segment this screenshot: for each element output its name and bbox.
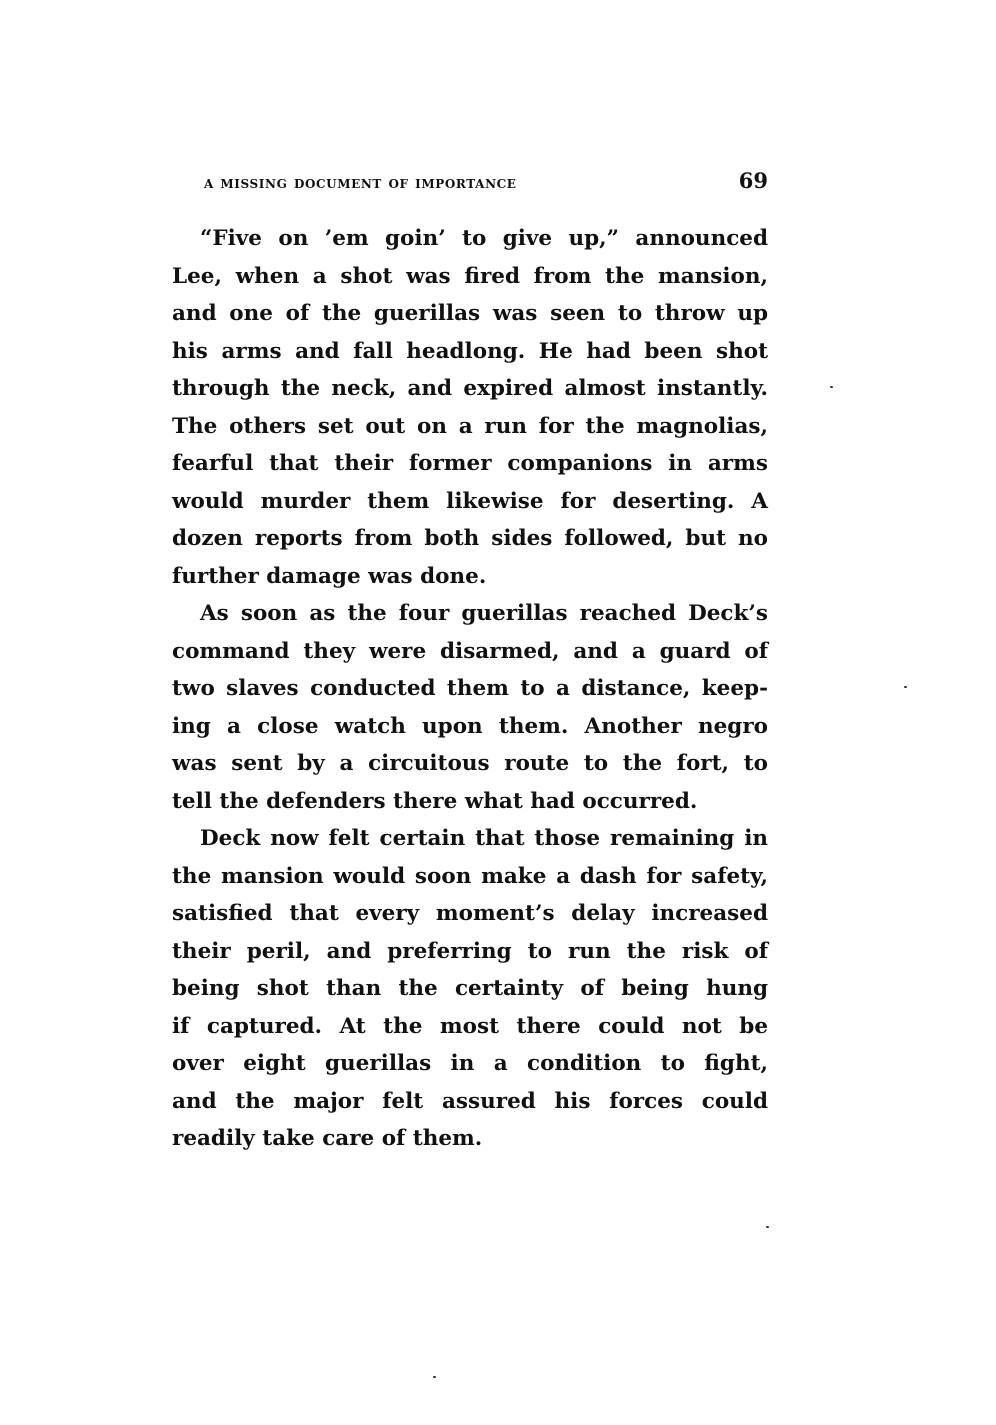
running-title: a missing document of importance — [204, 173, 517, 193]
text-line: The others set out on a run for the magnolias, — [172, 413, 768, 439]
text-line: and one of the guerillas was seen to throw up — [172, 301, 768, 326]
text-line: ing a close watch upon them. Another negro — [172, 713, 768, 739]
text-line: and the major felt assured his forces could — [172, 1088, 768, 1114]
body-text — [172, 220, 768, 1158]
text-line: being shot than the certainty of being hung — [172, 976, 768, 1001]
text-line: would murder them likewise for deserting. A — [172, 488, 768, 514]
text-line: their peril, and preferring to run the risk of — [172, 938, 768, 964]
text-line: further damage was done. — [172, 563, 487, 589]
text-line: if captured. At the most there could not be — [172, 1013, 768, 1039]
text-line: over eight guerillas in a condition to fight, — [172, 1051, 768, 1076]
text-line: dozen reports from both sides followed, but no — [172, 526, 768, 551]
text-line: his arms and fall headlong. He had been shot — [172, 338, 768, 364]
text-line: satisfied that every moment’s delay increased — [172, 901, 768, 926]
print-speck — [433, 1376, 436, 1378]
text-line: “Five on ’em goin’ to give up,” announced — [200, 226, 768, 251]
text-line: Lee, when a shot was fired from the mansion, — [172, 263, 768, 289]
text-line: tell the defenders there what had occurred. — [172, 788, 698, 814]
text-line: fearful that their former companions in arms — [172, 451, 768, 476]
print-speck — [904, 686, 907, 688]
print-speck — [830, 386, 833, 388]
text-line: command they were disarmed, and a guard of — [172, 638, 768, 664]
paragraph-3 — [172, 820, 768, 1158]
text-line: two slaves conducted them to a distance, keep- — [172, 676, 768, 701]
text-line: readily take care of them. — [172, 1126, 483, 1151]
paragraph-1 — [172, 220, 768, 595]
page-number: 69 — [738, 168, 768, 193]
paragraph-2 — [172, 595, 768, 820]
text-line: As soon as the four guerillas reached Deck’s — [200, 601, 768, 626]
running-head — [204, 168, 768, 196]
text-line: the mansion would soon make a dash for safety, — [172, 863, 768, 889]
print-speck — [766, 1226, 769, 1228]
text-line: was sent by a circuitous route to the fort, to — [172, 751, 768, 776]
text-line: through the neck, and expired almost instantly. — [172, 376, 768, 401]
text-line: Deck now felt certain that those remaining in — [200, 826, 768, 851]
